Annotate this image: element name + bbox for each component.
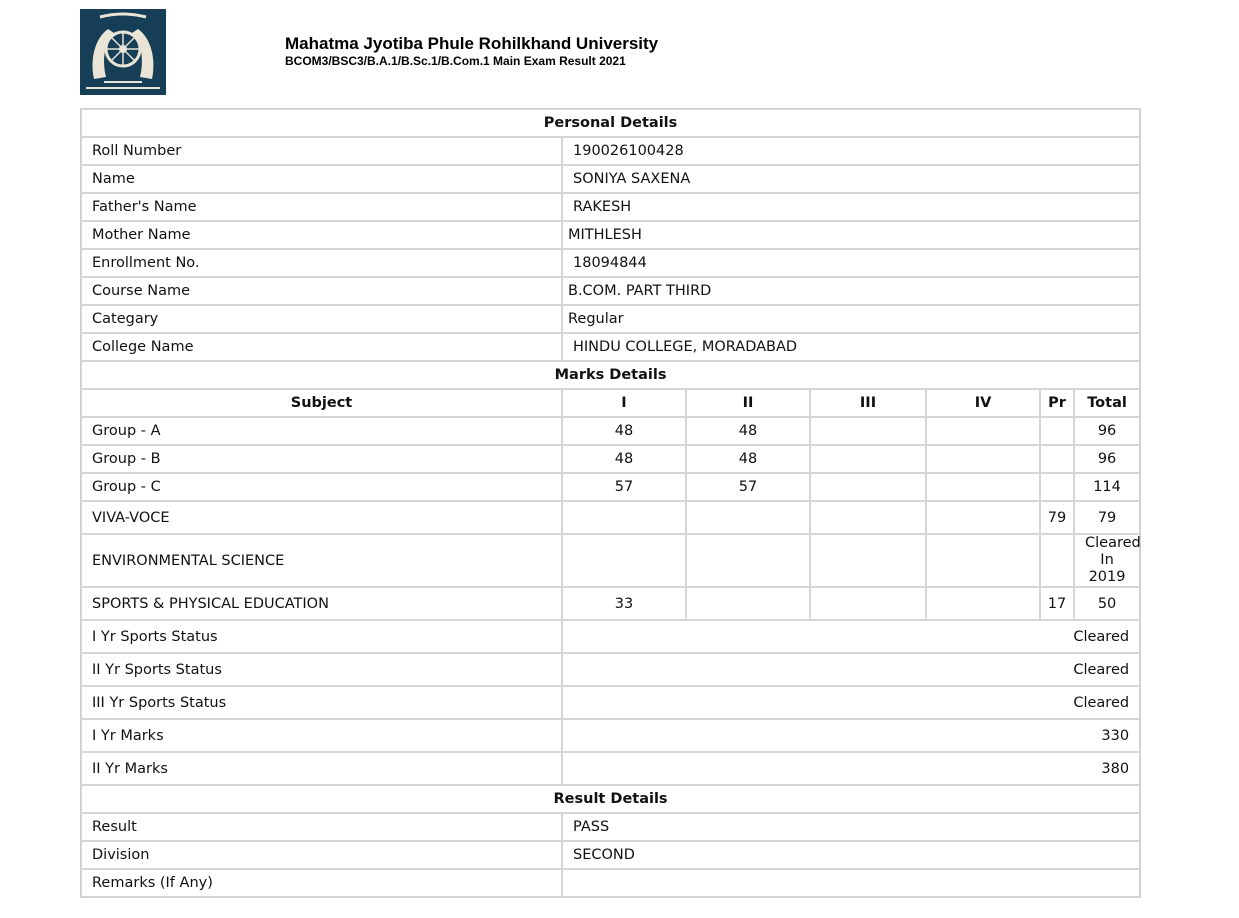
mark-total: 50 [1074,587,1140,620]
mark-iv [926,417,1040,445]
row-label: Course Name [81,277,562,305]
row-value: Regular [562,305,1140,333]
row-label: Father's Name [81,193,562,221]
mark-total: 79 [1074,501,1140,534]
university-title: Mahatma Jyotiba Phule Rohilkhand University [285,34,659,53]
mark-total: 114 [1074,473,1140,501]
row-label: Categary [81,305,562,333]
summary-value: Cleared [562,686,1140,719]
personal-details-heading: Personal Details [81,109,1140,137]
mark-total: 96 [1074,417,1140,445]
mark-ii [686,501,810,534]
mark-iv [926,473,1040,501]
table-row [81,249,1140,277]
mark-i: 48 [562,445,686,473]
subject-name: Group - B [81,445,562,473]
mark-ii: 57 [686,473,810,501]
mark-iii [810,445,926,473]
mark-iv [926,534,1040,587]
subject-name: Group - C [81,473,562,501]
mark-ii: 48 [686,445,810,473]
table-row [81,333,1140,361]
subject-name: ENVIRONMENTAL SCIENCE [81,534,562,587]
row-label: College Name [81,333,562,361]
subject-name: VIVA-VOCE [81,501,562,534]
table-row [81,165,1140,193]
row-value: HINDU COLLEGE, MORADABAD [562,333,1140,361]
column-header-i: I [562,389,686,417]
mark-iii [810,501,926,534]
row-value: MITHLESH [562,221,1140,249]
row-value: B.COM. PART THIRD [562,277,1140,305]
total-line: Cleared [1085,535,1141,551]
summary-value: Cleared [562,653,1140,686]
row-value: RAKESH [562,193,1140,221]
summary-label: II Yr Sports Status [81,653,562,686]
table-row [81,137,1140,165]
row-label: Mother Name [81,221,562,249]
remarks-value [562,869,1140,897]
table-row [81,841,1140,869]
mark-pr: 17 [1040,587,1074,620]
mark-iv [926,501,1040,534]
table-row [81,587,1140,620]
mark-i: 33 [562,587,686,620]
total-line: In [1100,552,1114,568]
mark-iii [810,417,926,445]
summary-value: Cleared [562,620,1140,653]
column-header-pr: Pr [1040,389,1074,417]
page-header [285,34,658,69]
mark-pr [1040,445,1074,473]
result-details-heading: Result Details [81,785,1140,813]
result-value: PASS [562,813,1140,841]
table-row [81,501,1140,534]
mark-i [562,534,686,587]
mark-total [1074,534,1140,587]
table-row [81,719,1140,752]
mark-iv [926,587,1040,620]
mark-pr [1040,417,1074,445]
subject-name: Group - A [81,417,562,445]
table-row [81,686,1140,719]
mark-i [562,501,686,534]
mark-iii [810,534,926,587]
total-line: 2019 [1088,569,1126,585]
summary-label: I Yr Sports Status [81,620,562,653]
table-row [81,752,1140,785]
table-row [81,813,1140,841]
mark-ii [686,587,810,620]
row-value: 190026100428 [562,137,1140,165]
mark-total: 96 [1074,445,1140,473]
table-row [81,417,1140,445]
exam-title: BCOM3/BSC3/B.A.1/B.Sc.1/B.Com.1 Main Exam Result 2021 [285,54,626,68]
mark-iii [810,587,926,620]
marks-details-heading: Marks Details [81,361,1140,389]
row-label: Division [81,841,562,869]
row-label: Remarks (If Any) [81,869,562,897]
table-row [81,534,1140,587]
mark-iv [926,445,1040,473]
row-label: Name [81,165,562,193]
column-header-ii: II [686,389,810,417]
subject-name: SPORTS & PHYSICAL EDUCATION [81,587,562,620]
table-row [81,473,1140,501]
table-row [81,869,1140,897]
summary-value: 330 [562,719,1140,752]
summary-label: I Yr Marks [81,719,562,752]
row-label: Result [81,813,562,841]
table-row [81,221,1140,249]
table-row [81,445,1140,473]
mark-ii [686,534,810,587]
row-label: Roll Number [81,137,562,165]
column-header-iv: IV [926,389,1040,417]
column-header-total: Total [1074,389,1140,417]
division-value: SECOND [562,841,1140,869]
mark-i: 48 [562,417,686,445]
column-header-iii: III [810,389,926,417]
result-table [80,108,1141,898]
mark-pr: 79 [1040,501,1074,534]
column-header-subject: Subject [81,389,562,417]
summary-label: II Yr Marks [81,752,562,785]
table-row [81,653,1140,686]
table-row [81,277,1140,305]
table-row [81,620,1140,653]
mark-iii [810,473,926,501]
mark-i: 57 [562,473,686,501]
mark-pr [1040,473,1074,501]
row-value: 18094844 [562,249,1140,277]
summary-label: III Yr Sports Status [81,686,562,719]
row-label: Enrollment No. [81,249,562,277]
summary-value: 380 [562,752,1140,785]
mark-pr [1040,534,1074,587]
marks-header-row [81,389,1140,417]
university-emblem-icon [80,9,166,95]
row-value: SONIYA SAXENA [562,165,1140,193]
table-row [81,305,1140,333]
table-row [81,193,1140,221]
mark-ii: 48 [686,417,810,445]
